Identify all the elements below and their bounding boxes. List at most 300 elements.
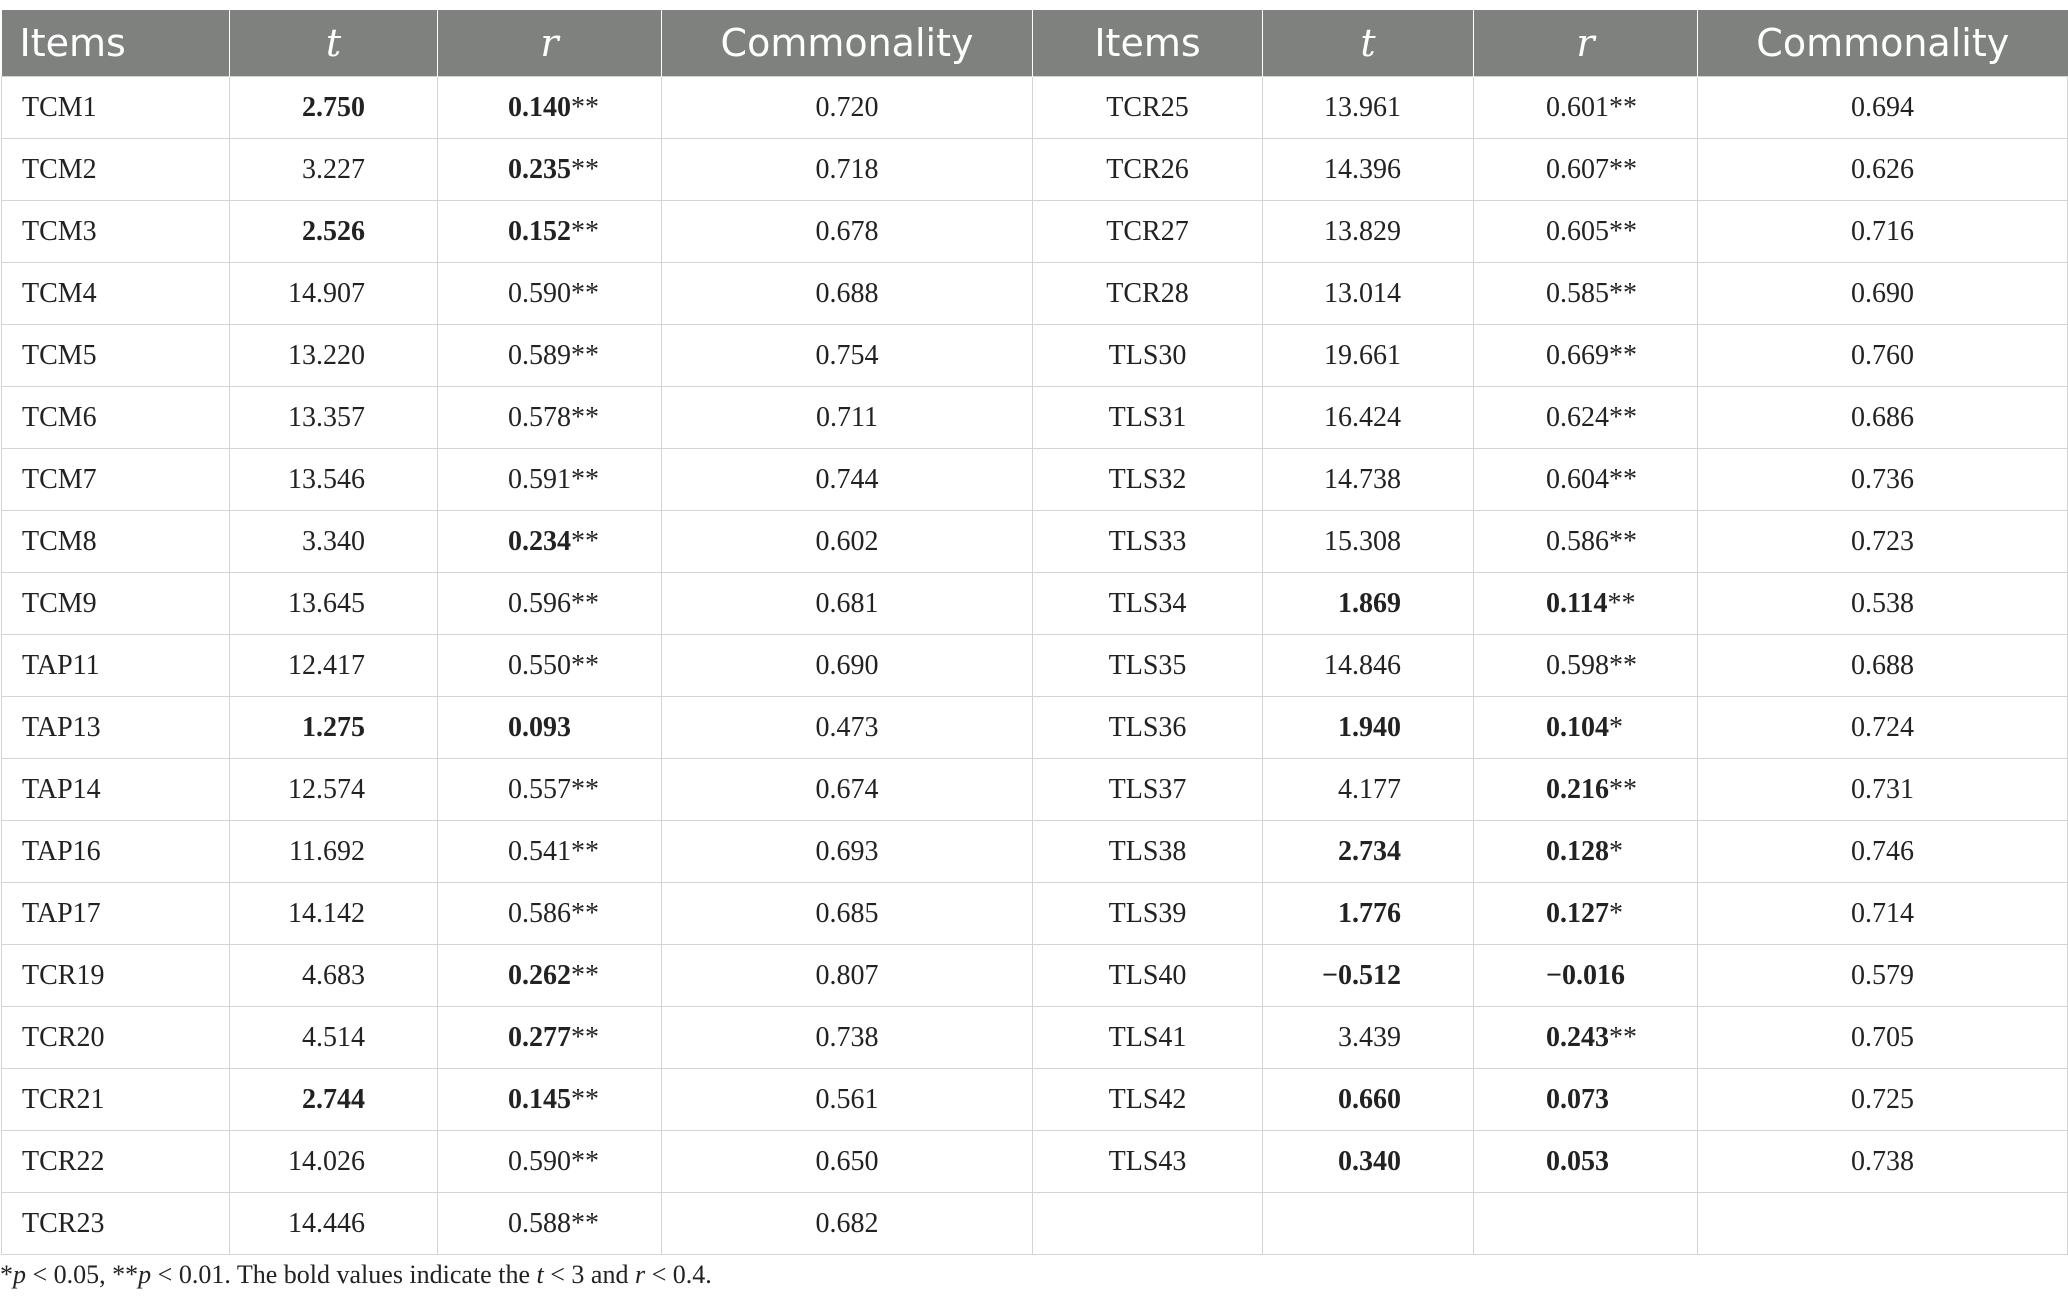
commonality-value: 0.744 [815, 463, 879, 495]
commonality-cell-left [662, 1193, 1033, 1255]
t-value-cell-left [230, 697, 438, 759]
r-value-cell-right [1474, 263, 1698, 325]
r-value-cell-right [1474, 77, 1698, 139]
t-value-cell-left [230, 1007, 438, 1069]
commonality-cell-right [1698, 697, 2068, 759]
header-t-left: t [230, 10, 438, 77]
r-value: 0.152 [508, 215, 571, 247]
item-cell-right [1033, 449, 1263, 511]
t-value-cell-left [230, 201, 438, 263]
t-value: 2.744 [302, 1083, 365, 1115]
commonality-value: 0.682 [815, 1207, 879, 1239]
r-value: −0.016 [1546, 959, 1625, 991]
t-value: 13.357 [288, 401, 365, 433]
significance-marker: ** [1609, 773, 1637, 805]
commonality-cell-left [662, 449, 1033, 511]
commonality-cell-left [662, 325, 1033, 387]
r-value: 0.590 [508, 1145, 571, 1177]
item-cell-right [1033, 511, 1263, 573]
table-row [2, 449, 2068, 511]
item-cell-left [2, 325, 230, 387]
t-value-cell-left [230, 77, 438, 139]
commonality-cell-left [662, 77, 1033, 139]
table-row [2, 945, 2068, 1007]
footnote-r-var: r [634, 1260, 646, 1289]
r-value-cell-right [1474, 449, 1698, 511]
item-label: TCM4 [22, 277, 97, 309]
commonality-cell-right [1698, 449, 2068, 511]
commonality-cell-right [1698, 201, 2068, 263]
header-t-right: t [1263, 10, 1474, 77]
item-cell-left [2, 201, 230, 263]
footnote-mid: < 3 and [543, 1260, 635, 1289]
table-row [2, 139, 2068, 201]
footnote-t-var: t [536, 1260, 544, 1289]
commonality-value: 0.674 [815, 773, 879, 805]
header-row [2, 10, 2068, 77]
t-value: 3.439 [1338, 1021, 1401, 1053]
table-row [2, 635, 2068, 697]
t-value: 1.275 [302, 711, 365, 743]
t-value-cell-right [1263, 945, 1474, 1007]
significance-marker: ** [571, 587, 599, 619]
item-cell-right [1033, 387, 1263, 449]
significance-marker: ** [1607, 587, 1636, 619]
r-value-cell-left [438, 387, 662, 449]
item-cell-right [1033, 263, 1263, 325]
r-value-cell-left [438, 1131, 662, 1193]
r-value: 0.128 [1546, 835, 1609, 867]
r-value: 0.262 [508, 959, 571, 991]
item-label: TLS34 [1108, 587, 1187, 619]
significance-marker: ** [571, 773, 599, 805]
r-value-cell-left [438, 821, 662, 883]
t-value-cell-right [1263, 573, 1474, 635]
t-value-cell-left [230, 263, 438, 325]
item-label: TLS31 [1108, 401, 1187, 433]
item-label: TLS38 [1108, 835, 1187, 867]
t-value-cell-right [1263, 1069, 1474, 1131]
table-row [2, 759, 2068, 821]
t-value-cell-right [1263, 759, 1474, 821]
t-value: 3.340 [302, 525, 365, 557]
commonality-value: 0.807 [815, 959, 879, 991]
r-value-cell-left [438, 697, 662, 759]
commonality-cell-left [662, 635, 1033, 697]
item-label: TAP17 [22, 897, 101, 929]
r-value-cell-left [438, 945, 662, 1007]
r-value: 0.235 [508, 153, 571, 185]
t-value: 14.738 [1324, 463, 1401, 495]
significance-marker: ** [571, 525, 599, 557]
commonality-value: 0.723 [1851, 525, 1914, 557]
commonality-value: 0.693 [815, 835, 879, 867]
table-row [2, 325, 2068, 387]
item-cell-right [1033, 77, 1263, 139]
commonality-cell-left [662, 759, 1033, 821]
t-value: 13.220 [288, 339, 365, 371]
t-value: 1.776 [1338, 897, 1401, 929]
r-value-cell-left [438, 449, 662, 511]
significance-marker: ** [571, 959, 599, 991]
r-value: 0.585 [1546, 277, 1609, 309]
table-row [2, 1069, 2068, 1131]
significance-marker: ** [571, 835, 599, 867]
commonality-cell-left [662, 263, 1033, 325]
header-r-right: r [1474, 10, 1698, 77]
t-value: 14.446 [288, 1207, 365, 1239]
r-value-cell-right [1474, 1193, 1698, 1255]
table-row [2, 573, 2068, 635]
t-value-cell-left [230, 325, 438, 387]
item-cell-left [2, 263, 230, 325]
r-value-cell-left [438, 573, 662, 635]
significance-marker: ** [1609, 463, 1637, 495]
t-value-cell-left [230, 759, 438, 821]
t-value: 2.734 [1338, 835, 1401, 867]
item-analysis-table [1, 10, 2068, 1255]
table-row [2, 387, 2068, 449]
item-cell-left [2, 635, 230, 697]
t-value: 13.645 [288, 587, 365, 619]
significance-marker: ** [571, 91, 599, 123]
t-value: 14.846 [1324, 649, 1401, 681]
header-items-left: Items [2, 10, 230, 77]
commonality-cell-right [1698, 77, 2068, 139]
header-commonality-left: Commonality [662, 10, 1033, 77]
item-label: TAP11 [22, 649, 100, 681]
footnote-p1-var: p [13, 1260, 26, 1289]
significance-marker: ** [571, 277, 599, 309]
r-value: 0.127 [1546, 897, 1609, 929]
commonality-value: 0.579 [1851, 959, 1914, 991]
t-value-cell-right [1263, 449, 1474, 511]
item-cell-left [2, 449, 230, 511]
table-footnote [0, 1260, 712, 1290]
item-label: TLS43 [1108, 1145, 1187, 1177]
t-value-cell-left [230, 139, 438, 201]
t-value-cell-right [1263, 697, 1474, 759]
t-value-cell-left [230, 1131, 438, 1193]
table-row [2, 1007, 2068, 1069]
t-value-cell-left [230, 449, 438, 511]
t-value: 14.396 [1324, 153, 1401, 185]
significance-marker: ** [571, 1145, 599, 1177]
item-label: TCM1 [22, 91, 97, 123]
r-value: 0.591 [508, 463, 571, 495]
significance-marker: ** [571, 1083, 599, 1115]
t-value-cell-right [1263, 511, 1474, 573]
item-label: TCR22 [22, 1145, 105, 1177]
t-value: 1.869 [1338, 587, 1401, 619]
table-row [2, 883, 2068, 945]
t-value-cell-right [1263, 1007, 1474, 1069]
commonality-value: 0.602 [815, 525, 879, 557]
r-value: 0.104 [1546, 711, 1609, 743]
significance-marker: ** [1609, 525, 1637, 557]
commonality-value: 0.731 [1851, 773, 1914, 805]
r-value: 0.541 [508, 835, 571, 867]
item-cell-left [2, 821, 230, 883]
table-row [2, 201, 2068, 263]
commonality-cell-right [1698, 573, 2068, 635]
footnote-p2-symbol: ** [112, 1260, 139, 1289]
item-label: TCM3 [22, 215, 97, 247]
t-value: 2.750 [302, 91, 365, 123]
item-cell-left [2, 883, 230, 945]
t-value-cell-left [230, 883, 438, 945]
commonality-cell-right [1698, 139, 2068, 201]
item-label: TCM9 [22, 587, 97, 619]
commonality-cell-left [662, 201, 1033, 263]
commonality-cell-right [1698, 1193, 2068, 1255]
t-value: 4.683 [302, 959, 365, 991]
commonality-cell-right [1698, 1131, 2068, 1193]
r-value-cell-right [1474, 1007, 1698, 1069]
item-label: TCR26 [1106, 153, 1189, 185]
significance-marker: ** [571, 153, 599, 185]
r-value-cell-right [1474, 821, 1698, 883]
commonality-value: 0.725 [1851, 1083, 1914, 1115]
r-value: 0.234 [508, 525, 571, 557]
r-value-cell-left [438, 1193, 662, 1255]
commonality-value: 0.686 [1851, 401, 1914, 433]
significance-marker: ** [1609, 153, 1637, 185]
t-value-cell-left [230, 573, 438, 635]
r-value: 0.140 [508, 91, 571, 123]
item-cell-left [2, 1193, 230, 1255]
item-label: TCR21 [22, 1083, 105, 1115]
item-label: TLS40 [1108, 959, 1187, 991]
significance-marker: ** [571, 339, 599, 371]
r-value-cell-right [1474, 1069, 1698, 1131]
r-value: 0.216 [1546, 773, 1609, 805]
t-value-cell-left [230, 635, 438, 697]
r-value: 0.669 [1546, 339, 1609, 371]
item-cell-left [2, 1007, 230, 1069]
table-row [2, 1131, 2068, 1193]
r-value-cell-left [438, 1007, 662, 1069]
r-value-cell-left [438, 77, 662, 139]
item-label: TCR27 [1106, 215, 1189, 247]
item-cell-left [2, 1131, 230, 1193]
item-label: TCM8 [22, 525, 97, 557]
item-label: TCM7 [22, 463, 97, 495]
commonality-cell-left [662, 1069, 1033, 1131]
t-value: 11.692 [289, 835, 365, 867]
footnote-p2-rest: < 0.01. The bold values indicate the [151, 1260, 537, 1289]
t-value: 13.014 [1324, 277, 1401, 309]
footnote-p1-rest: < 0.05, [26, 1260, 113, 1289]
commonality-value: 0.685 [815, 897, 879, 929]
significance-marker: * [1609, 711, 1623, 743]
t-value: 4.514 [302, 1021, 365, 1053]
item-cell-right [1033, 883, 1263, 945]
t-value-cell-right [1263, 1131, 1474, 1193]
t-value: 16.424 [1324, 401, 1401, 433]
t-value: 13.829 [1324, 215, 1401, 247]
r-value: 0.277 [508, 1021, 571, 1053]
t-value: 0.340 [1338, 1145, 1401, 1177]
commonality-value: 0.754 [815, 339, 879, 371]
t-value: 2.526 [302, 215, 365, 247]
item-label: TLS39 [1108, 897, 1187, 929]
t-value-cell-right [1263, 139, 1474, 201]
r-value-cell-left [438, 201, 662, 263]
commonality-cell-right [1698, 511, 2068, 573]
r-value-cell-right [1474, 883, 1698, 945]
r-value-cell-right [1474, 387, 1698, 449]
significance-marker: ** [1609, 339, 1637, 371]
item-cell-left [2, 759, 230, 821]
table-body [2, 77, 2068, 1255]
item-label: TLS36 [1108, 711, 1187, 743]
commonality-cell-right [1698, 945, 2068, 1007]
commonality-value: 0.473 [815, 711, 879, 743]
commonality-value: 0.714 [1851, 897, 1914, 929]
item-cell-right [1033, 1069, 1263, 1131]
t-value-cell-left [230, 1069, 438, 1131]
commonality-cell-left [662, 697, 1033, 759]
commonality-value: 0.760 [1851, 339, 1914, 371]
t-value-cell-right [1263, 201, 1474, 263]
t-value-cell-right [1263, 387, 1474, 449]
r-value: 0.578 [508, 401, 571, 433]
r-value: 0.557 [508, 773, 571, 805]
r-value: 0.605 [1546, 215, 1609, 247]
item-cell-right [1033, 325, 1263, 387]
header-r-left: r [438, 10, 662, 77]
item-cell-left [2, 77, 230, 139]
footnote-p2-var: p [138, 1260, 152, 1289]
item-cell-left [2, 139, 230, 201]
item-cell-right [1033, 697, 1263, 759]
r-value: 0.596 [508, 587, 571, 619]
t-value: 14.142 [288, 897, 365, 929]
item-label: TLS30 [1108, 339, 1187, 371]
commonality-value: 0.694 [1851, 91, 1914, 123]
t-value: 15.308 [1324, 525, 1401, 557]
r-value-cell-left [438, 511, 662, 573]
t-value: 12.574 [288, 773, 365, 805]
significance-marker: * [1609, 897, 1623, 929]
r-value-cell-right [1474, 759, 1698, 821]
t-value-cell-left [230, 821, 438, 883]
commonality-cell-right [1698, 263, 2068, 325]
commonality-value: 0.626 [1851, 153, 1914, 185]
t-value-cell-left [230, 945, 438, 1007]
significance-marker: ** [571, 1021, 599, 1053]
commonality-value: 0.538 [1851, 587, 1914, 619]
r-value-cell-right [1474, 635, 1698, 697]
commonality-cell-right [1698, 1069, 2068, 1131]
item-cell-left [2, 945, 230, 1007]
commonality-cell-left [662, 1007, 1033, 1069]
commonality-value: 0.720 [815, 91, 879, 123]
r-value: 0.607 [1546, 153, 1609, 185]
commonality-cell-right [1698, 387, 2068, 449]
commonality-cell-left [662, 883, 1033, 945]
commonality-value: 0.690 [815, 649, 879, 681]
r-value-cell-right [1474, 139, 1698, 201]
r-value-cell-left [438, 883, 662, 945]
significance-marker: ** [1609, 215, 1637, 247]
t-value: −0.512 [1322, 959, 1401, 991]
r-value: 0.550 [508, 649, 571, 681]
table-row [2, 263, 2068, 325]
t-value: 13.961 [1324, 91, 1401, 123]
item-cell-right [1033, 201, 1263, 263]
commonality-cell-right [1698, 325, 2068, 387]
r-value-cell-left [438, 1069, 662, 1131]
r-value: 0.093 [508, 711, 571, 743]
table-row [2, 511, 2068, 573]
t-value-cell-right [1263, 821, 1474, 883]
commonality-cell-left [662, 945, 1033, 1007]
r-value-cell-left [438, 325, 662, 387]
commonality-value: 0.678 [815, 215, 879, 247]
table-row [2, 697, 2068, 759]
footnote-p1-symbol: * [0, 1260, 13, 1289]
t-value-cell-left [230, 387, 438, 449]
header-commonality-right: Commonality [1698, 10, 2068, 77]
commonality-value: 0.738 [815, 1021, 879, 1053]
commonality-cell-right [1698, 759, 2068, 821]
item-label: TAP14 [22, 773, 101, 805]
significance-marker: ** [1609, 1021, 1637, 1053]
r-value: 0.598 [1546, 649, 1609, 681]
t-value-cell-right [1263, 325, 1474, 387]
commonality-value: 0.736 [1851, 463, 1914, 495]
r-value-cell-right [1474, 697, 1698, 759]
significance-marker: ** [571, 401, 599, 433]
item-cell-left [2, 511, 230, 573]
table-row [2, 821, 2068, 883]
table-container [0, 10, 2068, 1255]
commonality-value: 0.716 [1851, 215, 1914, 247]
r-value-cell-right [1474, 1131, 1698, 1193]
item-label: TCR20 [22, 1021, 105, 1053]
commonality-cell-left [662, 573, 1033, 635]
commonality-value: 0.738 [1851, 1145, 1914, 1177]
significance-marker: ** [1609, 91, 1637, 123]
header-items-right: Items [1033, 10, 1263, 77]
r-value-cell-left [438, 263, 662, 325]
r-value-cell-right [1474, 511, 1698, 573]
r-value-cell-right [1474, 325, 1698, 387]
r-value: 0.053 [1546, 1145, 1609, 1177]
commonality-value: 0.688 [1851, 649, 1914, 681]
t-value: 1.940 [1338, 711, 1401, 743]
significance-marker: ** [571, 215, 599, 247]
commonality-cell-left [662, 511, 1033, 573]
item-label: TAP13 [22, 711, 101, 743]
commonality-cell-right [1698, 1007, 2068, 1069]
commonality-value: 0.650 [815, 1145, 879, 1177]
item-cell-left [2, 387, 230, 449]
r-value: 0.114 [1546, 587, 1608, 619]
commonality-cell-right [1698, 883, 2068, 945]
item-label: TCR28 [1106, 277, 1189, 309]
commonality-value: 0.718 [815, 153, 879, 185]
significance-marker: ** [571, 649, 599, 681]
significance-marker: ** [571, 1207, 599, 1239]
item-label: TLS33 [1108, 525, 1187, 557]
t-value: 19.661 [1324, 339, 1401, 371]
item-label: TCM2 [22, 153, 97, 185]
commonality-cell-left [662, 1131, 1033, 1193]
commonality-cell-right [1698, 821, 2068, 883]
